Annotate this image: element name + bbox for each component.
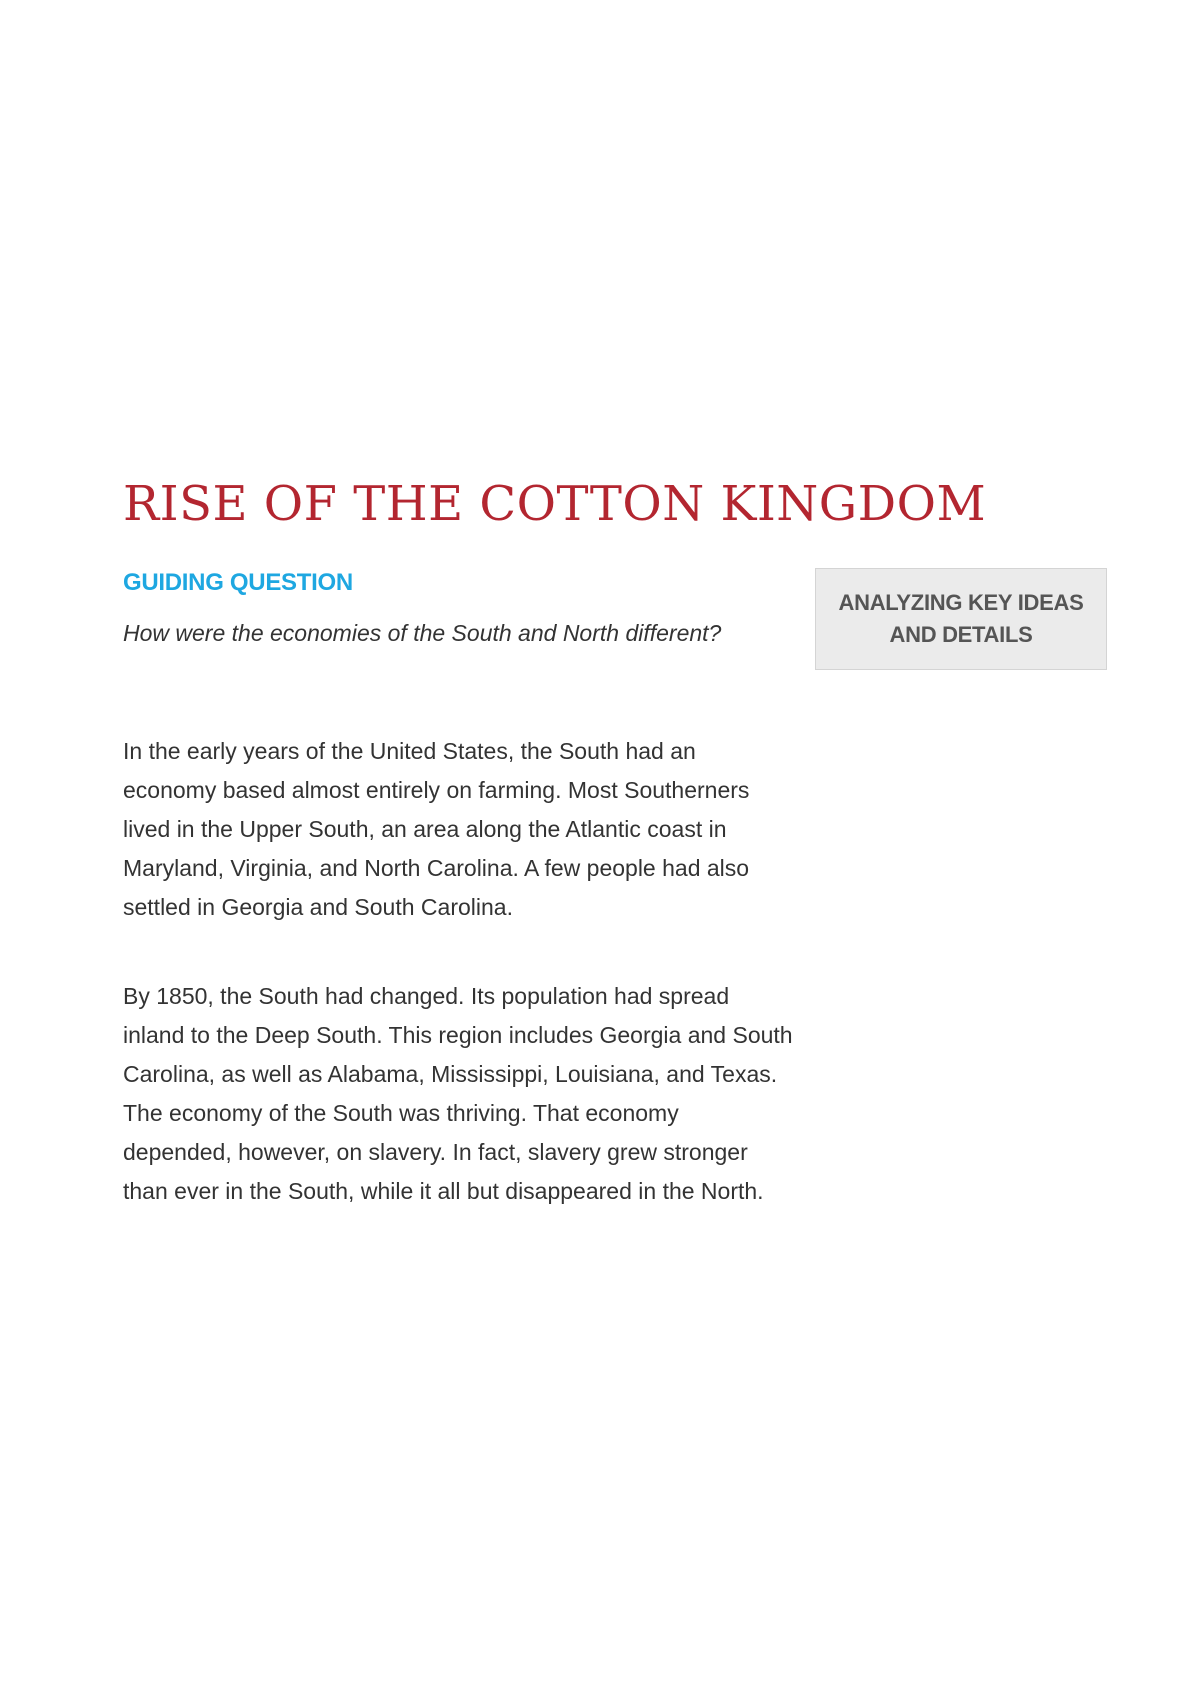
guiding-question-heading: GUIDING QUESTION <box>123 569 353 596</box>
analyzing-key-ideas-label: ANALYZING KEY IDEAS AND DETAILS <box>838 590 1084 647</box>
body-paragraph-1: In the early years of the United States, the South had an economy based almost entirely on farming. Most Southerners lived in the Upper South, an area along the Atlantic coast in Maryland, Virginia, and North Carolina. A few people had also settled in Georgia and South Carolina. <box>123 738 750 920</box>
analyzing-key-ideas-box <box>815 568 1107 670</box>
body-paragraph-2: By 1850, the South had changed. Its population had spread inland to the Deep South. This region includes Georgia and South Carolina, as well as Alabama, Mississippi, Louisiana, and Texas. The economy of the South was thriving. That economy depended, however, on slavery. In fact, slavery grew stronger than ever in the South, while it all but disappeared in the North. <box>123 983 793 1204</box>
guiding-question-text: How were the economies of the South and North different? <box>123 620 722 646</box>
page-title: RISE OF THE COTTON KINGDOM <box>123 476 987 532</box>
